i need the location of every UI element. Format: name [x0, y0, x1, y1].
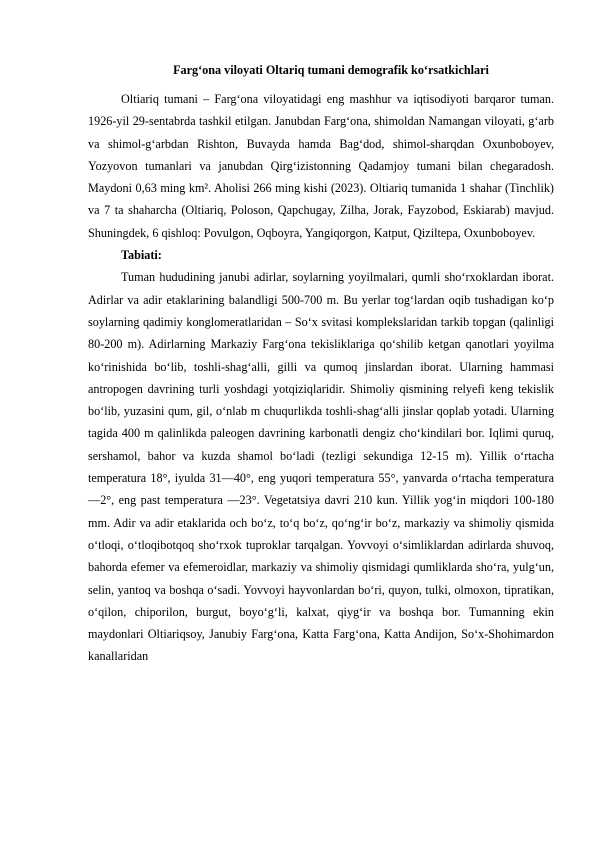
nature-paragraph: Tuman hududining janubi adirlar, soylarning yoyilmalari, qumli sho‘rxoklardan iborat. Adirlar va adir etaklarining balandligi 500-700 m. Bu yerlar tog‘lardan oqib tushadigan ko‘p soylarning qadimiy konglomeratlaridan – So‘x svitasi komplekslaridan tarkib topgan (qalinligi 80-200 m). Adirlarning Markaziy Farg‘ona tekisliklariga qo‘shilib ketgan qanotlari yoyilma ko‘rinishida bo‘lib, toshli-shag‘alli, gilli va qumoq jinslardan iborat. Ularning hammasi antropogen davrining turli yoshdagi yotqiziqlaridir. Shimoliy qismining relyefi keng tekislik bo‘lib, yuzasini qum, gil, o‘nlab m chuqurlikda toshli-shag‘alli jinslar qoplab yotadi. Ularning tagida 400 m qalinlikda paleogen davrining karbonatli dengiz cho‘kindilari bor. Iqlimi quruq, sershamol, bahor va kuzda shamol bo‘ladi (tezligi sekundiga 12-15 m). Yillik o‘rtacha temperatura 18°, iyulda 31—40°, eng yuqori temperatura 55°, yanvarda o‘rtacha temperatura —2°, eng past temperatura —23°. Vegetatsiya davri 210 kun. Yillik yog‘in miqdori 100-180 mm. Adir va adir etaklarida och bo‘z, to‘q bo‘z, qo‘ng‘ir bo‘z, markaziy va shimoliy qismida o‘tloqi, o‘tloqibotqoq sho‘rxok tuproklar tarqalgan. Yovvoyi o‘simliklardan adirlarda shuvoq, bahorda efemer va efemeroidlar, markaziy va shimoliy qismidagi qumliklarda sho‘ra, yulg‘un, selin, yantoq va boshqa o‘sadi. Yovvoyi hayvonlardan bo‘ri, quyon, tulki, olmoxon, tipratikan, o‘qilon, chiporilon, burgut, boyo‘g‘li, kalxat, qiyg‘ir va boshqa bor. Tumanning ekin maydonlari Oltiariqsoy, Janubiy Farg‘ona, Katta Farg‘ona, Katta Andijon, So‘x-Shohimardon kanallaridan	[88, 270, 554, 664]
document-body	[88, 61, 554, 668]
section-heading-nature: Tabiati:	[121, 248, 162, 263]
intro-paragraph: Oltiariq tumani – Farg‘ona viloyatidagi eng mashhur va iqtisodiyoti barqaror tuman. 1926-yil 29-sentabrda tashkil etilgan. Janubdan Farg‘ona, shimoldan Namangan viloyati, g‘arb va shimol-g‘arbdan Rishton, Buvayda hamda Bag‘dod, shimol-sharqdan Oxunboboyev, Yozyovon tumanlari va janubdan Qirg‘izistonning Qadamjoy tumani bilan chegaradosh. Maydoni 0,63 ming km². Aholisi 266 ming kishi (2023). Oltiariq tumanida 1 shahar (Tinchlik) va 7 ta shaharcha (Oltiariq, Poloson, Qapchugay, Zilha, Jorak, Fayzobod, Eskiarab) mavjud. Shuningdek, 6 qishloq: Povulgon, Oqboyra, Yangiqorgon, Katput, Qiziltepa, Oxunboboyev.	[88, 92, 554, 240]
document-title: Farg‘ona viloyati Oltariq tumani demografik ko‘rsatkichlari	[173, 63, 489, 77]
